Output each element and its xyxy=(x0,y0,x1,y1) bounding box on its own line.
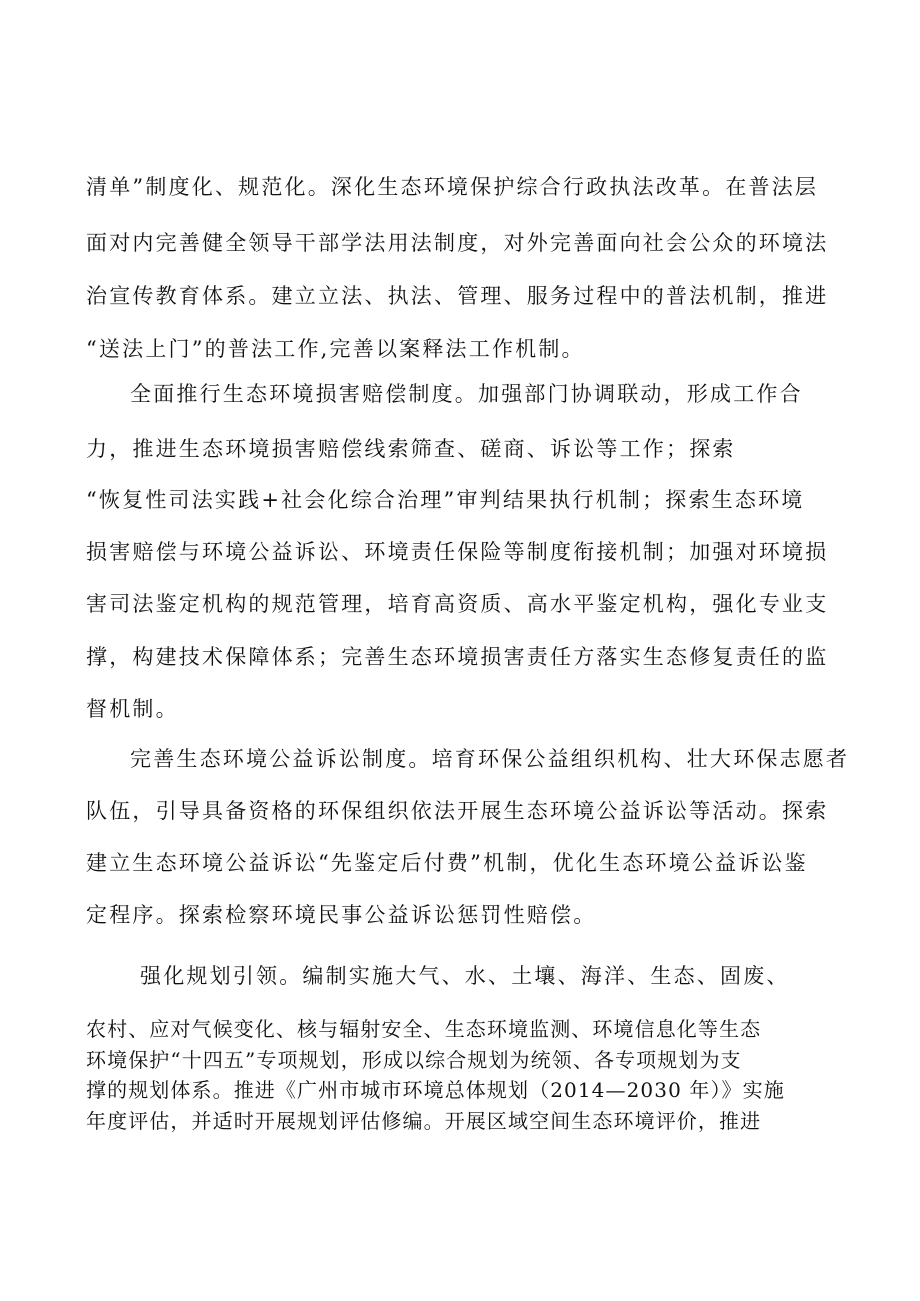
text-line: 害司法鉴定机构的规范管理，培育高资质、高水平鉴定机构，强化专业支 xyxy=(86,592,829,616)
text-line: 农村、应对气候变化、核与辐射安全、生态环境监测、环境信息化等生态 xyxy=(86,1017,762,1041)
text-line: 定程序。探索检察环境民事公益诉讼惩罚性赔偿。 xyxy=(86,903,597,927)
text-line: 年度评估，并适时开展规划评估修编。开展区域空间生态环境评价，推进 xyxy=(86,1109,762,1133)
text-line: 损害赔偿与环境公益诉讼、环境责任保险等制度衔接机制；加强对环境损 xyxy=(86,540,829,564)
text-line: 治宣传教育体系。建立立法、执法、管理、服务过程中的普法机制，推进 xyxy=(86,284,829,308)
text-line: 力，推进生态环境损害赔偿线索筛查、磋商、诉讼等工作；探索 xyxy=(86,437,736,461)
text-line: 完善生态环境公益诉讼制度。培育环保公益组织机构、壮大环保志愿者 xyxy=(130,747,850,771)
text-line: 面对内完善健全领导干部学法用法制度，对外完善面向社会公众的环境法 xyxy=(86,231,829,255)
text-line: 全面推行生态环境损害赔偿制度。加强部门协调联动，形成工作合 xyxy=(130,382,803,406)
text-line: 督机制。 xyxy=(86,697,179,721)
text-line: 队伍，引导具备资格的环保组织依法开展生态环境公益诉讼等活动。探索 xyxy=(86,799,829,823)
text-line: 强化规划引领。编制实施大气、水、土壤、海洋、生态、固废、 xyxy=(140,964,790,988)
text-line: 撑的规划体系。推进《广州市城市环境总体规划（2014—2030 年）》实施 xyxy=(86,1078,785,1102)
text-line: 建立生态环境公益诉讼“先鉴定后付费”机制，优化生态环境公益诉讼鉴 xyxy=(86,851,808,875)
text-line: 环境保护“十四五”专项规划，形成以综合规划为统领、各专项规划为支 xyxy=(86,1048,742,1072)
text-line: 清单”制度化、规范化。深化生态环境保护综合行政执法改革。在普法层 xyxy=(86,175,819,199)
text-line: “送法上门”的普法工作,完善以案释法工作机制。 xyxy=(86,337,585,361)
text-line: “恢复性司法实践+社会化综合治理”审判结果执行机制；探索生态环境 xyxy=(86,488,805,512)
text-line: 撑，构建技术保障体系；完善生态环境损害责任方落实生态修复责任的监 xyxy=(86,645,829,669)
